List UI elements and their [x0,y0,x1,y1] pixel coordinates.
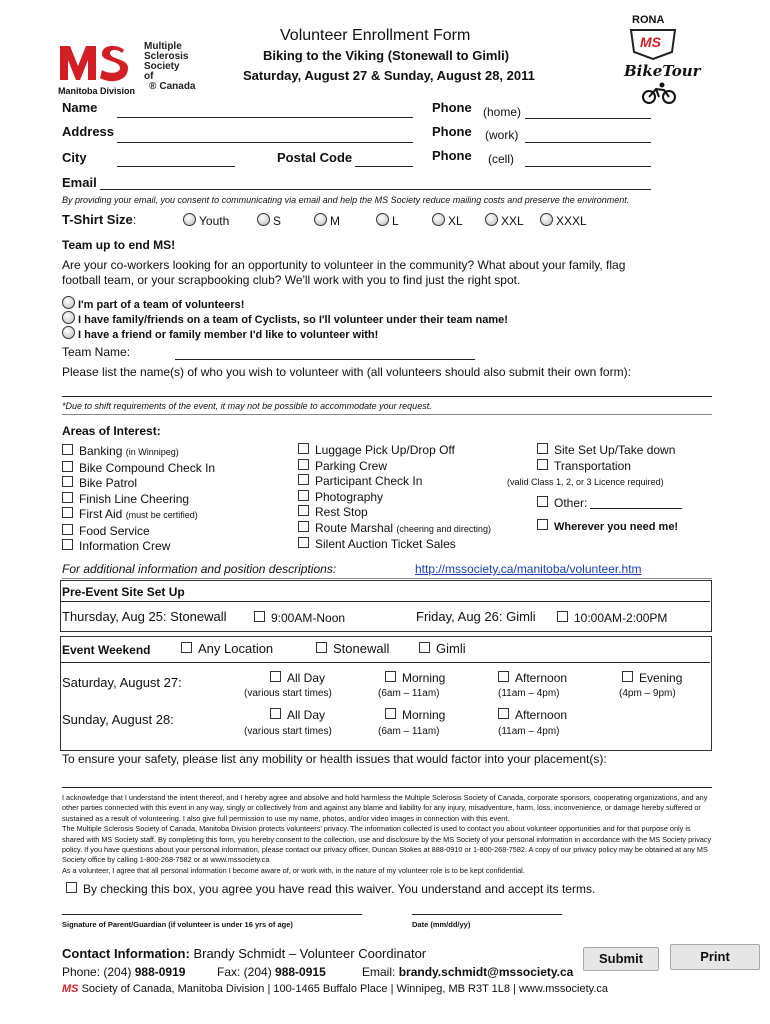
waiver-paragraph-3: As a volunteer, I agree that all personal information I become aware of, or work with, in the nature of my volunteer role is to be kept confidential. [62,865,525,875]
checkbox-icon [537,496,548,507]
org-line-4: Canada [159,81,196,92]
team-name-input[interactable] [175,359,475,360]
checkbox-icon [498,671,509,682]
size-m[interactable]: M [314,213,340,228]
email-input[interactable] [100,189,651,190]
location-gimli[interactable]: Gimli [419,641,466,656]
sun-afternoon[interactable]: Afternoon [498,708,567,722]
radio-icon [485,213,498,226]
tshirt-label: T-Shirt Size [62,212,133,227]
sunday-label: Sunday, August 28: [62,712,174,727]
org-line-3: Society of [144,61,180,82]
postal-label: Postal Code [277,150,353,165]
checkbox-icon [537,443,548,454]
radio-icon [257,213,270,226]
shift-note: *Due to shift requirements of the event, it may not be possible to accommodate your request. [62,401,432,411]
interest-silent-auction[interactable]: Silent Auction Ticket Sales [298,537,491,553]
sat-all-day-note: (various start times) [244,688,332,699]
interest-bike-compound[interactable]: Bike Compound Check In [62,461,215,477]
sun-all-day-note: (various start times) [244,726,332,737]
interest-parking[interactable]: Parking Crew [298,459,491,475]
name-label: Name [62,100,98,115]
phone-home-label: Phone [432,100,472,115]
interest-route-marshal[interactable]: Route Marshal (cheering and directing) [298,521,491,538]
waiver-text [62,793,712,876]
sat-afternoon-note: (11am – 4pm) [498,688,560,699]
city-label: City [62,150,87,165]
phone-cell-label: Phone [432,148,472,163]
checkbox-icon [385,671,396,682]
sponsor-logo [620,14,700,104]
checkbox-icon [537,459,548,470]
contact-label: Contact Information: [62,946,190,961]
sat-afternoon[interactable]: Afternoon [498,671,567,685]
team-option-2[interactable]: I have family/friends on a team of Cyclists, so I'll volunteer under their team name! [62,311,508,326]
checkbox-icon [385,708,396,719]
city-input[interactable] [117,166,235,167]
interest-photography[interactable]: Photography [298,490,491,506]
sat-all-day[interactable]: All Day [270,671,325,685]
list-names-label: Please list the name(s) of who you wish to volunteer with (all volunteers should also submit their own form): [62,365,631,379]
interest-first-aid[interactable]: First Aid (must be certified) [62,507,215,524]
contact-email: Email: brandy.schmidt@mssociety.ca [362,965,574,979]
sun-morning-note: (6am – 11am) [378,726,440,737]
ms-logo-mark-icon [58,40,130,84]
checkbox-icon [181,642,192,653]
phone-work-input[interactable] [525,142,651,143]
radio-icon [62,311,75,324]
form-title: Volunteer Enrollment Form [280,27,471,44]
home-label: (home) [483,105,522,119]
radio-icon [540,213,553,226]
team-heading: Team up to end MS! [62,238,176,252]
volunteer-url-link[interactable]: http://mssociety.ca/manitoba/volunteer.htm [415,562,642,576]
checkbox-icon [298,459,309,470]
postal-input[interactable] [355,166,413,167]
checkbox-icon [62,492,73,503]
interest-heading: Areas of Interest: [62,424,161,438]
sat-morning[interactable]: Morning [385,671,445,685]
radio-icon [432,213,445,226]
thursday-label: Thursday, Aug 25: Stonewall [62,609,227,624]
contact-line [62,946,426,961]
interest-col-2 [298,443,491,553]
cyclist-icon [642,82,676,104]
checkbox-icon [316,642,327,653]
org-line-1: Multiple [144,41,182,52]
team-option-1[interactable]: I'm part of a team of volunteers! [62,296,244,311]
contact-name: Brandy Schmidt – Volunteer Coordinator [193,946,427,961]
checkbox-icon [298,521,309,532]
divider [60,601,710,602]
waiver-paragraph-2: The Multiple Sclerosis Society of Canada, Manitoba Division protects volunteers' privacy. The information collected is used to contact you about volunteer opportunities and for that purpose only is shared with MS Society staff. By completing this form, you hereby consent to the collection, use and disclosure by the MS Society of your personal information in accordance with the MS Society privacy policy. If you have questions about your personal information, please contact our privacy officer, Duncan Stokes at 888-0910 or 1-800-268-7582. A copy of our privacy policy may be obtained at any MS Society office by calling 1-800-268-7582 or at www.mssociety.ca [62,824,712,865]
waiver-agree-checkbox[interactable]: By checking this box, you agree you have read this waiver. You understand and accept its terms. [66,882,595,896]
sat-evening[interactable]: Evening [622,671,682,685]
checkbox-icon [298,537,309,548]
size-youth[interactable]: Youth [183,213,229,228]
checkbox-icon [557,611,568,622]
cell-label: (cell) [488,152,514,166]
checkbox-icon [298,490,309,501]
event-name: Biking to the Viking (Stonewall to Gimli) [263,48,510,63]
registered-mark: ® [149,81,157,92]
signature-input[interactable] [62,914,362,915]
thursday-time-option[interactable]: 9:00AM-Noon [254,611,345,625]
interest-site-setup[interactable]: Site Set Up/Take down [537,443,675,457]
pre-event-heading: Pre-Event Site Set Up [62,585,185,599]
phone-work-label: Phone [432,124,472,139]
interest-wherever[interactable]: Wherever you need me! [537,519,678,533]
team-name-label: Team Name: [62,345,131,359]
other-input[interactable] [590,508,682,509]
size-s[interactable]: S [257,213,281,228]
contact-phone: Phone: (204) 988-0919 [62,965,186,979]
checkbox-icon [66,882,77,893]
work-label: (work) [485,128,519,142]
interest-banking[interactable]: Banking (in Winnipeg) [62,444,215,461]
phone-cell-input[interactable] [525,166,651,167]
location-stonewall[interactable]: Stonewall [316,641,389,656]
event-dates: Saturday, August 27 & Sunday, August 28, 2011 [243,68,535,83]
checkbox-icon [62,461,73,472]
sun-afternoon-note: (11am – 4pm) [498,726,560,737]
checkbox-icon [298,474,309,485]
checkbox-icon [270,671,281,682]
footer-ms-logo: MS [62,983,79,995]
size-xxxl[interactable]: XXXL [540,213,587,228]
divider [62,578,712,579]
transport-note: (valid Class 1, 2, or 3 Licence required) [507,477,664,487]
checkbox-icon [298,443,309,454]
checkbox-icon [62,507,73,518]
radio-icon [62,296,75,309]
sat-evening-note: (4pm – 9pm) [619,688,676,699]
radio-icon [62,326,75,339]
address-input[interactable] [117,142,413,143]
phone-home-input[interactable] [525,118,651,119]
submit-button[interactable]: Submit [583,947,659,971]
print-button[interactable]: Print [670,944,760,970]
saturday-label: Saturday, August 27: [62,675,182,690]
radio-icon [183,213,196,226]
checkbox-icon [537,519,548,530]
size-xxl[interactable]: XXL [485,213,524,228]
divider [62,414,712,415]
waiver-paragraph-1: I acknowledge that I understand the intent thereof, and I hereby agree and absolve and hold harmless the Multiple Sclerosis Society of Canada, corporate sponsors, cooperating organizations, and any other parties connected with this event in any way, singly or collectively from and against any blame and liability for any injury, misadventure, harm, loss, inconvenience, or damage hereby suffered or sustained as a result of volunteering. I also give full permission to use my name, photos, and/or video images in connection with this event. [62,793,708,823]
divider [60,662,710,663]
sponsor-ms-text: MS [640,34,661,50]
interest-col-1 [62,444,215,555]
interest-finish-line[interactable]: Finish Line Cheering [62,492,215,508]
checkbox-icon [62,444,73,455]
email-note: By providing your email, you consent to communicating via email and help the MS Society reduce mailing costs and preserve the environment. [62,195,630,205]
size-l[interactable]: L [376,213,399,228]
interest-food-service[interactable]: Food Service [62,524,215,540]
name-input[interactable] [117,117,413,118]
date-input[interactable] [412,914,562,915]
org-name [144,41,196,92]
more-info-label: For additional information and position descriptions: [62,562,337,576]
checkbox-icon [62,539,73,550]
checkbox-icon [270,708,281,719]
checkbox-icon [62,524,73,535]
rona-text: RONA [632,14,665,26]
location-any[interactable]: Any Location [181,641,273,656]
radio-icon [314,213,327,226]
size-xl[interactable]: XL [432,213,463,228]
interest-luggage[interactable]: Luggage Pick Up/Drop Off [298,443,491,459]
tshirt-colon: : [132,212,137,227]
sat-morning-note: (6am – 11am) [378,688,440,699]
interest-other[interactable]: Other: [537,496,587,510]
list-names-input[interactable] [62,396,712,397]
friday-time-option[interactable]: 10:00AM-2:00PM [557,611,667,625]
biketour-text: BikeTour [624,62,701,80]
email-label: Email [62,175,97,190]
org-line-2: Sclerosis [144,51,189,62]
address-label: Address [62,124,115,139]
checkbox-icon [62,476,73,487]
interest-participant-checkin[interactable]: Participant Check In [298,474,491,490]
contact-fax: Fax: (204) 988-0915 [217,965,326,979]
team-paragraph: Are your co-workers looking for an opportunity to volunteer in the community? What about your family, flag football team, or your scrapbooking club? We'll work with you to find just the right spot. [62,258,626,287]
friday-label: Friday, Aug 26: Gimli [416,609,536,624]
signature-label: Signature of Parent/Guardian (if volunteer is under 16 yrs of age) [62,920,293,929]
checkbox-icon [254,611,265,622]
event-weekend-heading: Event Weekend [62,643,151,657]
checkbox-icon [298,505,309,516]
interest-bike-patrol[interactable]: Bike Patrol [62,476,215,492]
health-label: To ensure your safety, please list any mobility or health issues that would factor into your placement(s): [62,752,607,766]
interest-rest-stop[interactable]: Rest Stop [298,505,491,521]
interest-transportation[interactable]: Transportation [537,459,631,473]
sun-all-day[interactable]: All Day [270,708,325,722]
division-label: Manitoba Division [58,86,136,96]
ms-logo [58,40,196,92]
date-label: Date (mm/dd/yy) [412,920,471,929]
checkbox-icon [498,708,509,719]
footer-address: MS Society of Canada, Manitoba Division | 100-1465 Buffalo Place | Winnipeg, MB R3T 1L8 | www.mssociety.ca [62,983,609,995]
checkbox-icon [419,642,430,653]
checkbox-icon [622,671,633,682]
interest-info-crew[interactable]: Information Crew [62,539,215,555]
sun-morning[interactable]: Morning [385,708,445,722]
health-input[interactable] [62,787,712,788]
radio-icon [376,213,389,226]
team-option-3[interactable]: I have a friend or family member I'd like to volunteer with! [62,326,378,341]
